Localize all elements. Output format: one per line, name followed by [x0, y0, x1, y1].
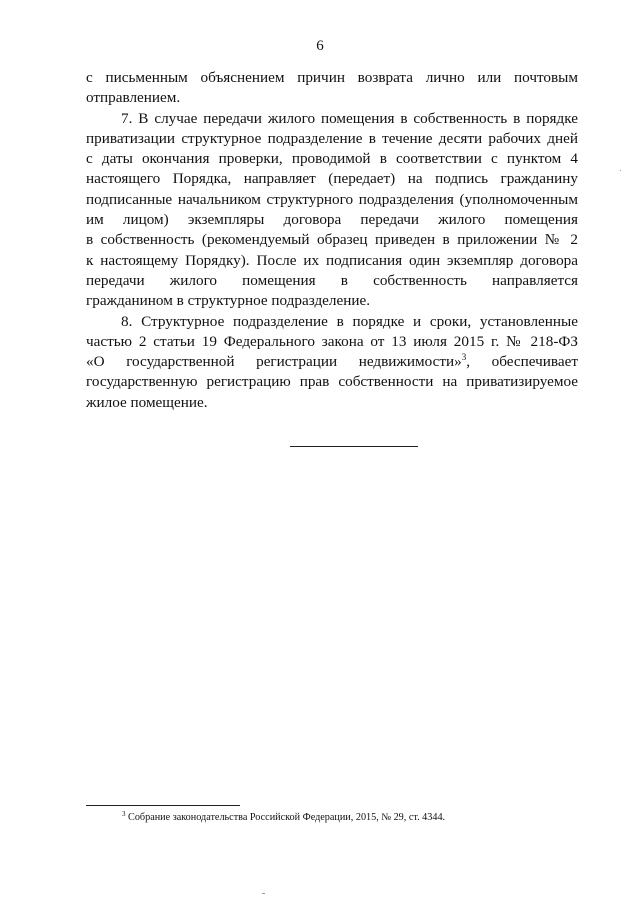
- page-number: 6: [316, 38, 324, 54]
- text-line: к настоящему Порядку). После их подписания один экземпляр договора: [86, 251, 578, 269]
- text-line: с даты окончания проверки, проводимой в соответствии с пунктом 4: [86, 150, 578, 168]
- text-line: гражданином в структурное подразделение.: [86, 292, 371, 310]
- text-line: частью 2 статьи 19 Федерального закона от 13 июля 2015 г. № 218-ФЗ: [86, 332, 578, 350]
- text-line: отправлением.: [86, 89, 181, 107]
- document-body: [86, 68, 578, 413]
- text-line: 7. В случае передачи жилого помещения в собственность в порядке: [121, 109, 578, 127]
- text-line: подписанные начальником структурного подразделения (уполномоченным: [86, 190, 578, 208]
- footnote-text: Собрание законодательства Российской Федерации, 2015, № 29, ст. 4344.: [125, 812, 446, 823]
- footnote: [122, 812, 445, 823]
- scan-speck: [262, 893, 265, 894]
- law-title: «О государственной регистрации недвижимости»: [86, 353, 462, 371]
- text-line: с письменным объяснением причин возврата лично или почтовым: [86, 69, 578, 86]
- text-line: настоящего Порядка, направляет (передает) на подпись гражданину: [86, 170, 578, 188]
- text-line: государственную регистрацию прав собственности на приватизируемое: [86, 373, 578, 391]
- footnote-reference[interactable]: 3: [461, 352, 467, 363]
- text-line: в собственность (рекомендуемый образец приведен в приложении № 2: [86, 231, 578, 249]
- text-line: приватизации структурное подразделение в течение десяти рабочих дней: [86, 129, 578, 147]
- text-line: им лицом) экземпляры договора передачи жилого помещения: [86, 211, 578, 229]
- text-fragment: , обеспечивает: [466, 353, 578, 371]
- text-line: 8. Структурное подразделение в порядке и сроки, установленные: [121, 312, 578, 330]
- footnote-marker: 3: [122, 810, 126, 818]
- text-line: передачи жилого помещения в собственность направляется: [86, 271, 578, 289]
- text-line: жилое помещение.: [86, 393, 208, 411]
- scan-speck: [620, 170, 621, 171]
- end-separator: [290, 446, 418, 447]
- text-line-with-footnote-ref: [86, 352, 578, 372]
- footnote-rule: [86, 805, 240, 806]
